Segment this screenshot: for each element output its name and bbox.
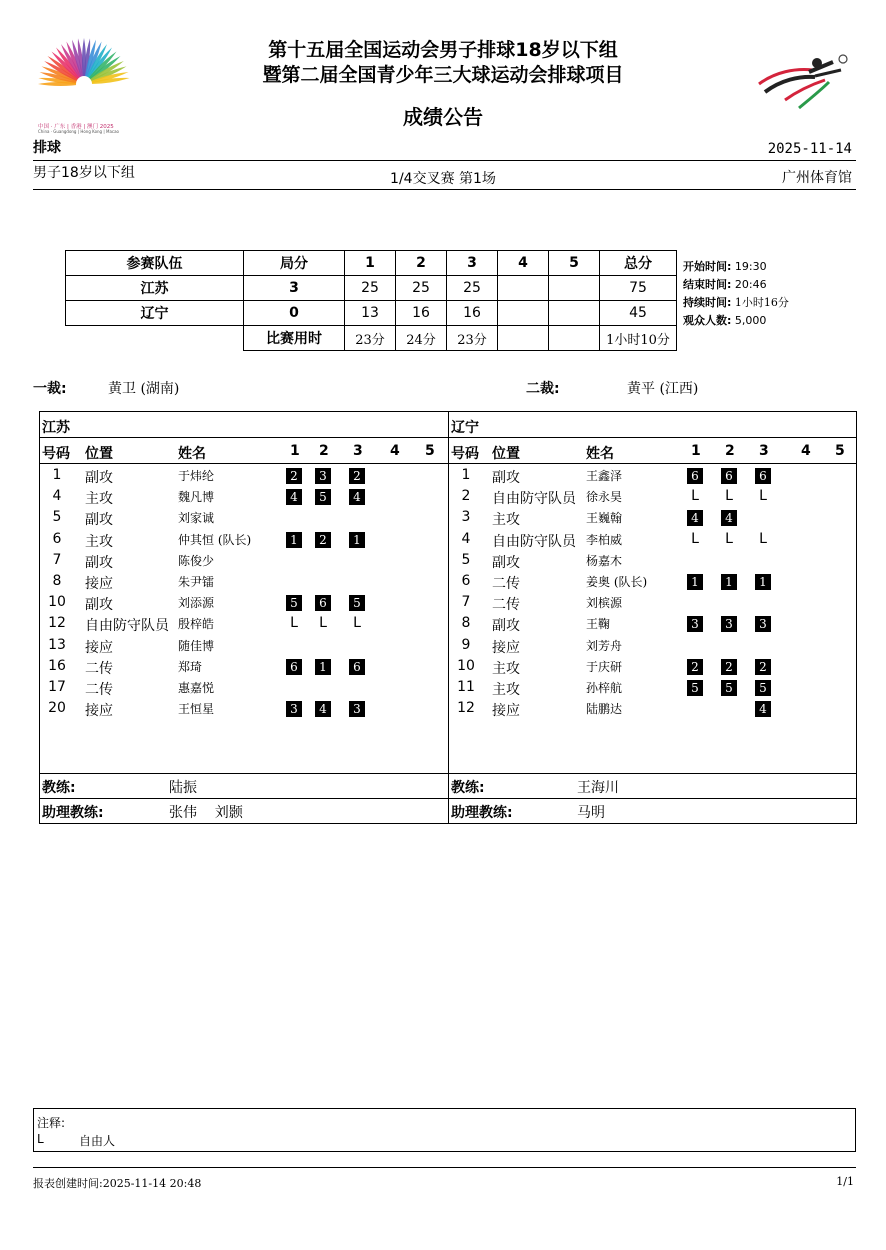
score-header-row: [66, 251, 677, 276]
logo-caption: 中国 · 广东 | 香港 | 澳门 2025: [38, 124, 114, 130]
libero-mark: L: [290, 615, 298, 632]
libero-mark: L: [353, 615, 361, 632]
starting-rotation-badge: 2: [286, 468, 302, 484]
player-name: 王恒星: [178, 702, 215, 717]
starting-rotation-badge: 4: [286, 489, 302, 505]
starting-rotation-badge: 4: [349, 489, 365, 505]
player-number: 9: [461, 636, 471, 653]
report-date: 2025-11-14: [767, 141, 852, 157]
col-set-header: 3: [759, 443, 769, 459]
starting-rotation-badge: 6: [349, 659, 365, 675]
player-row: [40, 656, 448, 677]
starting-rotation-badge: 5: [687, 680, 703, 696]
player-number: 1: [52, 467, 62, 483]
libero-mark: L: [725, 488, 733, 505]
libero-mark: L: [691, 530, 699, 547]
player-number: 4: [461, 530, 471, 547]
starting-rotation-badge: 3: [286, 701, 302, 717]
col-set-header: 5: [835, 443, 845, 459]
set-2-header: 2: [396, 251, 447, 276]
libero-mark: L: [691, 488, 699, 505]
player-name: 朱尹镭: [178, 575, 215, 589]
starting-rotation-badge: 2: [349, 468, 365, 484]
player-row: [449, 486, 856, 507]
player-name: 刘家诚: [178, 511, 215, 526]
end-time-label: 结束时间:: [683, 278, 732, 291]
set-duration: [498, 326, 549, 351]
player-position: 二传: [85, 682, 113, 698]
player-row: [40, 698, 448, 719]
player-name: 陈俊少: [178, 553, 215, 568]
player-name: 刘芳舟: [586, 638, 623, 653]
starting-rotation-badge: 5: [315, 489, 331, 505]
player-row: [449, 613, 856, 634]
second-referee: 黄平 (江西): [627, 381, 699, 397]
set-score: 16: [396, 301, 447, 326]
player-position: 接应: [492, 703, 520, 720]
player-name: 殷梓皓: [178, 617, 215, 632]
set-score: 13: [345, 301, 396, 326]
player-number: 3: [461, 509, 471, 526]
player-position: 主攻: [85, 491, 113, 508]
player-number: 8: [461, 615, 471, 632]
set-duration: 24分: [396, 326, 447, 351]
player-row: [40, 677, 448, 698]
player-name: 李柏威: [586, 532, 623, 547]
player-position: 自由防守队员: [492, 533, 576, 550]
player-number: 7: [52, 551, 62, 568]
attendance-label: 观众人数:: [683, 314, 732, 327]
player-row: [449, 635, 856, 656]
col-sets-header: 局分: [244, 251, 345, 276]
total-points: 45: [600, 301, 677, 326]
player-name: 刘添源: [178, 596, 215, 611]
starting-rotation-badge: 1: [755, 574, 771, 590]
player-name: 杨嘉木: [586, 553, 623, 568]
start-time: 19:30: [734, 260, 767, 273]
player-number: 13: [48, 636, 66, 653]
player-name: 魏凡博: [178, 490, 215, 505]
assistant-label-text: 助理教练:: [42, 805, 104, 821]
venue-label: 广州体育馆: [782, 170, 852, 186]
starting-rotation-badge: 1: [687, 574, 703, 590]
player-name: 孙梓航: [586, 681, 623, 695]
player-position: 副攻: [85, 512, 113, 529]
player-name: 王巍翰: [586, 511, 623, 526]
player-number: 2: [461, 488, 471, 505]
notes-key: L: [37, 1132, 44, 1146]
player-number: 10: [48, 594, 66, 611]
player-number: 6: [461, 573, 471, 589]
match-info: [683, 258, 823, 330]
player-name: 徐永昊: [586, 490, 623, 505]
player-row: [40, 550, 448, 571]
player-name: 王鑫泽: [586, 469, 623, 483]
player-position: 副攻: [85, 597, 113, 614]
notes-box: [33, 1108, 856, 1152]
divider: [40, 773, 448, 774]
match-label: 1/4交叉赛 第1场: [390, 171, 496, 187]
assistant-name: 马明: [577, 805, 605, 821]
col-total-header: 总分: [600, 251, 677, 276]
score-row: [66, 276, 677, 301]
player-number: 12: [457, 700, 475, 717]
player-row: [449, 656, 856, 677]
coach-label: [451, 777, 485, 797]
player-name: 于庆研: [586, 659, 623, 674]
player-position: 副攻: [492, 554, 520, 571]
title-line-1: 第十五届全国运动会男子排球18岁以下组: [268, 39, 618, 61]
player-position: 主攻: [492, 660, 520, 677]
divider: [449, 463, 856, 464]
total-duration: 1小时10分: [600, 326, 677, 351]
logo-subcaption: China · Guangdong | Hong Kong | Macao: [38, 129, 119, 134]
player-name: 惠嘉悦: [178, 681, 215, 695]
player-row: [40, 613, 448, 634]
player-row: [40, 571, 448, 592]
player-row: [40, 529, 448, 550]
duration-label: 比赛用时: [244, 326, 345, 351]
col-name-header: 姓名: [178, 446, 206, 462]
col-set-header: 5: [425, 443, 435, 459]
starting-rotation-badge: 5: [755, 680, 771, 696]
duration-time: 1小时16分: [734, 296, 789, 309]
player-position: 二传: [492, 576, 520, 592]
title-line-2: 暨第二届全国青少年三大球运动会排球项目: [262, 64, 624, 86]
player-position: 接应: [492, 639, 520, 656]
starting-rotation-badge: 6: [315, 595, 331, 611]
player-position: 主攻: [492, 512, 520, 529]
set-duration: 23分: [345, 326, 396, 351]
coach-label: [42, 777, 76, 797]
team-name: 辽宁: [66, 301, 244, 326]
player-number: 17: [48, 679, 66, 695]
player-name: 陆鹏达: [586, 702, 623, 717]
starting-rotation-badge: 4: [721, 510, 737, 526]
start-time-label: 开始时间:: [683, 260, 732, 273]
set-4-header: 4: [498, 251, 549, 276]
player-position: 二传: [492, 597, 520, 614]
set-duration: [549, 326, 600, 351]
notes-meaning: 自由人: [79, 1134, 116, 1148]
starting-rotation-badge: 2: [315, 532, 331, 548]
set-score: 25: [396, 276, 447, 301]
player-position: 副攻: [85, 470, 113, 486]
col-team-header: 参赛队伍: [66, 251, 244, 276]
score-row: [66, 301, 677, 326]
team-name: 江苏: [66, 276, 244, 301]
sets-won: 3: [244, 276, 345, 301]
header-divider-1: [33, 160, 856, 161]
assistant-label: [451, 802, 513, 822]
team-roster-jiangsu: [39, 411, 449, 824]
player-position: 接应: [85, 576, 113, 592]
player-number: 8: [52, 573, 62, 589]
player-number: 20: [48, 700, 66, 717]
player-row: [40, 486, 448, 507]
divider: [449, 437, 856, 438]
starting-rotation-badge: 5: [286, 595, 302, 611]
set-score: 25: [447, 276, 498, 301]
set-duration: 23分: [447, 326, 498, 351]
coach-name: 王海川: [577, 780, 619, 796]
player-name: 刘槟源: [586, 596, 623, 611]
starting-rotation-badge: 1: [721, 574, 737, 590]
player-position: 副攻: [492, 470, 520, 486]
page-number: 1/1: [836, 1175, 854, 1188]
player-position: 副攻: [85, 554, 113, 571]
notes-label: 注释:: [37, 1116, 66, 1130]
footer-created: [33, 1175, 201, 1191]
total-points: 75: [600, 276, 677, 301]
player-row: [449, 677, 856, 698]
player-position: 接应: [85, 639, 113, 656]
player-position: 主攻: [492, 682, 520, 698]
player-number: 4: [52, 488, 62, 505]
player-name: 王鞠: [586, 617, 611, 632]
divider: [449, 798, 856, 799]
starting-rotation-badge: 3: [315, 468, 331, 484]
starting-rotation-badge: 4: [315, 701, 331, 717]
player-row: [40, 592, 448, 613]
coach-label-text: 教练:: [451, 780, 485, 796]
set-score: 25: [345, 276, 396, 301]
libero-mark: L: [759, 530, 767, 547]
player-row: [40, 507, 448, 528]
header-divider-2: [33, 189, 856, 190]
divider: [449, 773, 856, 774]
player-row: [40, 465, 448, 486]
first-referee: 黄卫 (湖南): [108, 381, 180, 397]
starting-rotation-badge: 1: [286, 532, 302, 548]
col-set-header: 1: [290, 443, 300, 459]
col-pos-header: 位置: [85, 446, 113, 462]
set-score: [549, 301, 600, 326]
set-score: 16: [447, 301, 498, 326]
libero-mark: L: [759, 488, 767, 505]
divider: [40, 463, 448, 464]
player-row: [40, 635, 448, 656]
player-position: 自由防守队员: [492, 491, 576, 508]
col-set-header: 2: [725, 443, 735, 459]
page-title: 成绩公告: [403, 105, 483, 129]
starting-rotation-badge: 1: [349, 532, 365, 548]
starting-rotation-badge: 3: [721, 616, 737, 632]
coach-name: 陆振: [169, 780, 197, 796]
player-position: 主攻: [85, 533, 113, 550]
col-num-header: 号码: [42, 446, 70, 462]
footer-divider: [33, 1167, 856, 1168]
player-number: 10: [457, 657, 475, 674]
starting-rotation-badge: 3: [349, 701, 365, 717]
starting-rotation-badge: 2: [721, 659, 737, 675]
player-position: 副攻: [492, 618, 520, 635]
col-name-header: 姓名: [586, 446, 614, 462]
first-referee-label: 一裁:: [33, 381, 67, 397]
set-3-header: 3: [447, 251, 498, 276]
created-time: 2025-11-14 20:48: [102, 1177, 202, 1190]
score-table: [65, 250, 677, 351]
col-set-header: 2: [319, 443, 329, 459]
set-score: [549, 276, 600, 301]
created-label: 报表创建时间:: [33, 1177, 103, 1190]
end-time: 20:46: [734, 278, 767, 291]
col-set-header: 4: [390, 443, 400, 459]
player-position: 二传: [85, 660, 113, 677]
starting-rotation-badge: 4: [755, 701, 771, 717]
player-position: 自由防守队员: [85, 618, 169, 635]
divider: [40, 437, 448, 438]
player-row: [449, 529, 856, 550]
player-row: [449, 465, 856, 486]
player-number: 5: [461, 551, 471, 568]
player-row: [449, 592, 856, 613]
starting-rotation-badge: 6: [755, 468, 771, 484]
player-number: 5: [52, 509, 62, 526]
set-1-header: 1: [345, 251, 396, 276]
attendance: 5,000: [734, 314, 767, 327]
assistant-label-text: 助理教练:: [451, 805, 513, 821]
starting-rotation-badge: 6: [286, 659, 302, 675]
starting-rotation-badge: 2: [755, 659, 771, 675]
col-num-header: 号码: [451, 446, 479, 462]
player-position: 接应: [85, 703, 113, 720]
starting-rotation-badge: 3: [755, 616, 771, 632]
player-number: 7: [461, 594, 471, 611]
player-number: 6: [52, 530, 62, 547]
assistant-label: [42, 802, 104, 822]
player-row: [449, 507, 856, 528]
libero-mark: L: [319, 615, 327, 632]
sets-won: 0: [244, 301, 345, 326]
col-pos-header: 位置: [492, 446, 520, 462]
player-number: 16: [48, 657, 66, 674]
player-name: 随佳博: [178, 638, 215, 653]
duration-row: [66, 326, 677, 351]
player-number: 12: [48, 615, 66, 632]
starting-rotation-badge: 6: [721, 468, 737, 484]
group-label: 男子18岁以下组: [33, 165, 135, 181]
team-title: 江苏: [42, 420, 70, 436]
set-score: [498, 301, 549, 326]
starting-rotation-badge: 5: [349, 595, 365, 611]
team-roster-liaoning: [448, 411, 857, 824]
player-row: [449, 571, 856, 592]
player-row: [449, 698, 856, 719]
player-row: [449, 550, 856, 571]
second-referee-label: 二裁:: [526, 381, 560, 397]
divider: [40, 798, 448, 799]
player-number: 11: [457, 679, 475, 695]
col-set-header: 3: [353, 443, 363, 459]
set-score: [498, 276, 549, 301]
player-name: 于炜纶: [178, 469, 215, 483]
starting-rotation-badge: 6: [687, 468, 703, 484]
coach-label-text: 教练:: [42, 780, 76, 796]
col-set-header: 1: [691, 443, 701, 459]
starting-rotation-badge: 5: [721, 680, 737, 696]
duration-time-label: 持续时间:: [683, 296, 732, 309]
starting-rotation-badge: 4: [687, 510, 703, 526]
starting-rotation-badge: 1: [315, 659, 331, 675]
player-name: 姜奥 (队长): [586, 575, 648, 589]
team-title: 辽宁: [451, 420, 479, 436]
player-name: 郑琦: [178, 659, 203, 674]
player-number: 1: [461, 467, 471, 483]
sport-label: 排球: [33, 140, 61, 156]
col-set-header: 4: [801, 443, 811, 459]
set-5-header: 5: [549, 251, 600, 276]
player-name: 仲其恒 (队长): [178, 532, 252, 547]
assistant-name: 张伟 刘颢: [169, 805, 243, 821]
libero-mark: L: [725, 530, 733, 547]
starting-rotation-badge: 2: [687, 659, 703, 675]
starting-rotation-badge: 3: [687, 616, 703, 632]
